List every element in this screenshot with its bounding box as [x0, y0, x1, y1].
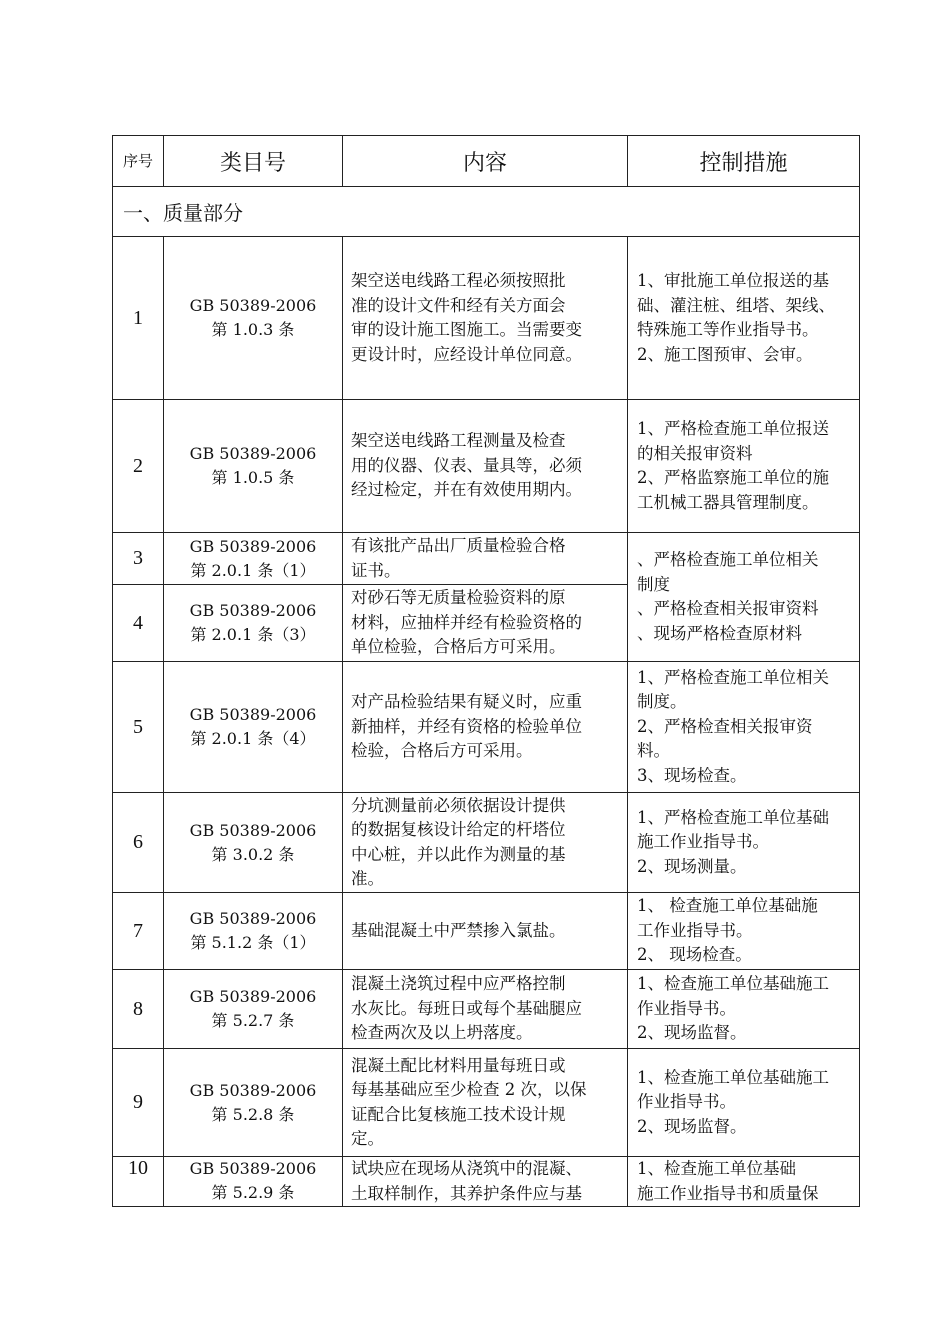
content-cell-line: 混凝土配比材料用量每班日或 — [351, 1055, 566, 1075]
content-cell-line: 有该批产品出厂质量检验合格 — [351, 536, 566, 555]
content-cell-line: 检查两次及以上坍落度。 — [351, 1023, 533, 1043]
content-cell-line: 水灰比。每班日或每个基础腿应 — [351, 998, 582, 1018]
control-measures — [628, 1157, 860, 1207]
control-measures-line: 2、现场监督。 — [637, 1023, 747, 1043]
row-number-line: 7 — [133, 919, 143, 942]
category-code-line: GB 50389-2006 — [189, 296, 317, 315]
control-measures-line: 2、 现场检查。 — [637, 945, 752, 965]
content-cell — [343, 793, 628, 893]
category-code — [164, 662, 343, 793]
table-row — [113, 1157, 860, 1207]
row-number — [113, 893, 164, 970]
header-category: 类目号 — [164, 136, 343, 187]
control-measures-line: 的相关报审资料 — [637, 443, 753, 463]
content-cell — [343, 400, 628, 533]
control-measures-line: 1、检查施工单位基础施工 — [637, 974, 829, 994]
content-cell-line: 试块应在现场从浇筑中的混凝、 — [351, 1159, 582, 1178]
category-code — [164, 1049, 343, 1157]
row-number-line: 6 — [133, 831, 143, 853]
row-number-line: 2 — [133, 454, 143, 477]
row-number-line: 9 — [133, 1091, 143, 1113]
control-measures-merged-line: 、现场严格检查原材料 — [637, 623, 802, 643]
row-number — [113, 533, 164, 585]
category-code — [164, 533, 343, 585]
content-cell-line: 单位检验，合格后方可采用。 — [351, 637, 566, 657]
control-measures-line: 1、审批施工单位报送的基 — [637, 271, 829, 290]
control-measures — [628, 237, 860, 400]
control-measures-line: 1、检查施工单位基础 — [637, 1159, 796, 1178]
category-code — [164, 585, 343, 662]
content-cell-line: 更设计时，应经设计单位同意。 — [351, 344, 582, 364]
content-cell-line: 检验，合格后方可采用。 — [351, 741, 533, 761]
control-measures — [628, 793, 860, 893]
control-measures-merged — [628, 533, 860, 662]
row-number-line: 3 — [133, 547, 143, 569]
category-code — [164, 400, 343, 533]
category-code-line: GB 50389-2006 — [189, 444, 317, 463]
category-code-line: GB 50389-2006 — [189, 601, 317, 620]
content-cell — [343, 1049, 628, 1157]
row-number-line: 8 — [133, 997, 143, 1020]
quality-control-table — [112, 135, 860, 1207]
control-measures-line: 2、严格检查相关报审资 — [637, 716, 813, 736]
content-cell — [343, 533, 628, 585]
row-number — [113, 793, 164, 893]
table-row — [113, 893, 860, 970]
content-cell-line: 用的仪器、仪表、量具等，必须 — [351, 455, 582, 475]
content-cell — [343, 1157, 628, 1207]
content-cell-line: 分坑测量前必须依据设计提供 — [351, 795, 566, 815]
content-cell — [343, 662, 628, 793]
control-measures — [628, 893, 860, 970]
control-measures-line: 1、检查施工单位基础施工 — [637, 1067, 829, 1087]
control-measures — [628, 1049, 860, 1157]
control-measures-line: 2、现场监督。 — [637, 1116, 747, 1136]
content-cell-line: 架空送电线路工程测量及检查 — [351, 431, 566, 451]
category-code-line: 第 2.0.1 条（4） — [190, 729, 316, 748]
content-cell-line: 土取样制作，其养护条件应与基 — [351, 1183, 582, 1203]
control-measures-line: 特殊施工等作业指导书。 — [637, 320, 819, 339]
content-cell — [343, 585, 628, 662]
table-header-row — [113, 136, 860, 187]
control-measures-line: 工机械工器具管理制度。 — [637, 492, 819, 512]
control-measures-line: 1、严格检查施工单位相关 — [637, 667, 829, 687]
category-code-line: GB 50389-2006 — [189, 536, 317, 556]
content-cell-line: 审的设计施工图施工。当需要变 — [351, 320, 582, 339]
control-measures-line: 3、现场检查。 — [637, 765, 747, 785]
content-cell-line: 证配合比复核施工技术设计规 — [351, 1104, 566, 1124]
control-measures-line: 2、施工图预审、会审。 — [637, 344, 813, 364]
control-measures-line: 1、 检查施工单位基础施 — [637, 896, 818, 916]
table-row — [113, 662, 860, 793]
category-code-line: 第 5.2.7 条 — [211, 1011, 295, 1030]
content-cell-line: 架空送电线路工程必须按照批 — [351, 271, 566, 290]
category-code-line: 第 5.2.9 条 — [211, 1183, 295, 1202]
control-measures-line: 工作业指导书。 — [637, 920, 753, 940]
content-cell — [343, 237, 628, 400]
control-measures-line: 施工作业指导书。 — [637, 832, 769, 852]
control-measures-line: 作业指导书。 — [637, 1092, 736, 1112]
category-code-line: GB 50389-2006 — [189, 909, 317, 928]
category-code-line: 第 3.0.2 条 — [211, 844, 295, 864]
row-number — [113, 970, 164, 1049]
control-measures-merged-line: 、严格检查施工单位相关 — [637, 550, 819, 569]
category-code-line: 第 5.1.2 条（1） — [190, 933, 316, 952]
row-number-line: 1 — [133, 306, 143, 329]
content-cell-line: 混凝土浇筑过程中应严格控制 — [351, 974, 566, 994]
category-code — [164, 793, 343, 893]
row-number — [113, 1157, 164, 1207]
section-row — [113, 187, 860, 237]
table-row — [113, 793, 860, 893]
table-row — [113, 970, 860, 1049]
content-cell-line: 每基基础应至少检查 2 次，以保 — [351, 1080, 587, 1099]
content-cell-line: 中心桩，并以此作为测量的基 — [351, 844, 566, 864]
control-measures — [628, 400, 860, 533]
category-code-line: 第 1.0.3 条 — [211, 320, 295, 339]
category-code-line: GB 50389-2006 — [189, 705, 317, 724]
control-measures-line: 1、严格检查施工单位基础 — [637, 807, 829, 827]
row-number — [113, 400, 164, 533]
table-row — [113, 1049, 860, 1157]
row-number-line: 5 — [133, 715, 143, 738]
content-cell-line: 准。 — [351, 869, 384, 888]
content-cell-line: 的数据复核设计给定的杆塔位 — [351, 820, 566, 839]
row-number — [113, 1049, 164, 1157]
control-measures-line: 料。 — [637, 741, 670, 761]
control-measures-line: 施工作业指导书和质量保 — [637, 1183, 819, 1203]
control-measures-line: 1、严格检查施工单位报送 — [637, 419, 829, 438]
table-row — [113, 237, 860, 400]
row-number — [113, 585, 164, 662]
content-cell — [343, 970, 628, 1049]
row-number — [113, 237, 164, 400]
category-code-line: 第 1.0.5 条 — [211, 468, 295, 487]
table-row — [113, 533, 860, 585]
control-measures-line: 础、灌注桩、组塔、架线、 — [637, 295, 835, 315]
row-number-line: 4 — [133, 611, 143, 634]
header-measures: 控制措施 — [628, 136, 860, 187]
category-code-line: GB 50389-2006 — [189, 820, 317, 840]
control-measures-line: 2、现场测量。 — [637, 856, 747, 876]
header-content: 内容 — [343, 136, 628, 187]
content-cell-line: 材料，应抽样并经有检验资格的 — [351, 612, 582, 632]
category-code-line: GB 50389-2006 — [189, 1080, 317, 1100]
control-measures — [628, 662, 860, 793]
category-code-line: 第 2.0.1 条（1） — [190, 560, 316, 580]
category-code — [164, 970, 343, 1049]
category-code — [164, 237, 343, 400]
content-cell-line: 证书。 — [351, 560, 401, 580]
content-cell — [343, 893, 628, 970]
control-measures-merged-line: 、严格检查相关报审资料 — [637, 599, 819, 618]
content-cell-line: 经过检定，并在有效使用期内。 — [351, 480, 582, 500]
control-measures-merged-line: 制度 — [637, 574, 670, 594]
category-code-line: GB 50389-2006 — [189, 987, 317, 1006]
category-code-line: GB 50389-2006 — [189, 1159, 317, 1178]
content-cell-line: 定。 — [351, 1129, 384, 1148]
row-number-line: 10 — [128, 1157, 148, 1179]
category-code — [164, 893, 343, 970]
content-cell-line: 新抽样，并经有资格的检验单位 — [351, 716, 582, 736]
content-cell-line: 对产品检验结果有疑义时，应重 — [351, 692, 582, 712]
control-measures-line: 作业指导书。 — [637, 998, 736, 1018]
content-cell-line: 准的设计文件和经有关方面会 — [351, 295, 566, 315]
category-code — [164, 1157, 343, 1207]
section-title: 一、质量部分 — [113, 187, 860, 237]
control-measures-line: 2、严格监察施工单位的施 — [637, 468, 829, 487]
category-code-line: 第 2.0.1 条（3） — [190, 625, 316, 644]
control-measures — [628, 970, 860, 1049]
header-seq: 序号 — [113, 136, 164, 187]
content-cell-line: 基础混凝土中严禁掺入氯盐。 — [351, 920, 566, 940]
control-measures-line: 制度。 — [637, 692, 687, 712]
category-code-line: 第 5.2.8 条 — [211, 1104, 295, 1124]
table-row — [113, 400, 860, 533]
row-number — [113, 662, 164, 793]
content-cell-line: 对砂石等无质量检验资料的原 — [351, 588, 566, 608]
